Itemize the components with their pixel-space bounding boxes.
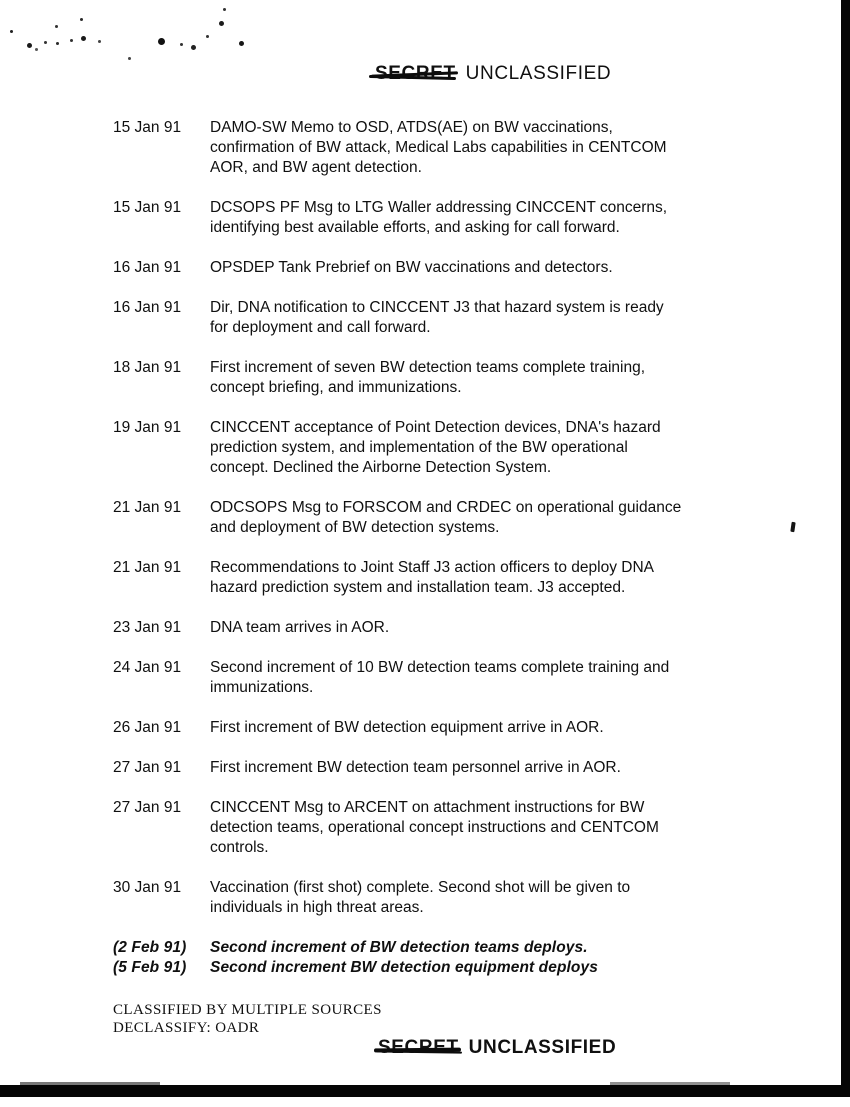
scan-edge-bar-bottom	[0, 1085, 850, 1097]
entry-date: 30 Jan 91	[113, 879, 182, 896]
scan-edge-bar-right	[841, 0, 850, 1097]
entry-date: 26 Jan 91	[113, 719, 182, 736]
classification-header-bottom	[378, 1037, 616, 1059]
entry-date: (2 Feb 91)	[113, 939, 187, 956]
secret-marking-struck-top	[375, 63, 456, 85]
entry-description: ODCSOPS Msg to FORSCOM and CRDEC on operational guidance and deployment of BW detection systems.	[210, 499, 682, 536]
entry-description: CINCCENT acceptance of Point Detection devices, DNA's hazard prediction system, and implementation of the BW operational concept. Declined the Airborne Detection System.	[210, 419, 661, 476]
entry-date: 21 Jan 91	[113, 559, 182, 576]
entry-description: Second increment of BW detection teams deploys.	[210, 939, 588, 956]
classification-header-top	[375, 63, 611, 85]
timeline-entry	[113, 118, 783, 178]
timeline-entry	[113, 498, 783, 538]
entry-date: 16 Jan 91	[113, 299, 182, 316]
entry-date: 16 Jan 91	[113, 259, 182, 276]
timeline-entry	[113, 958, 783, 978]
secret-marking-struck-bottom	[378, 1037, 459, 1059]
timeline-entry	[113, 558, 783, 598]
entry-description: Second increment of 10 BW detection teams complete training and immunizations.	[210, 659, 670, 696]
entry-description: First increment of BW detection equipment arrive in AOR.	[210, 719, 604, 736]
timeline-list	[113, 118, 783, 978]
timeline-entry	[113, 198, 783, 238]
timeline-entry	[113, 258, 783, 278]
entry-description: DCSOPS PF Msg to LTG Waller addressing CINCCENT concerns, identifying best available efforts, and asking for call forward.	[210, 199, 668, 236]
unclassified-marking-bottom: UNCLASSIFIED	[468, 1037, 617, 1058]
entry-description: Recommendations to Joint Staff J3 action officers to deploy DNA hazard prediction system and installation team. J3 accepted.	[210, 559, 654, 596]
timeline-entry	[113, 878, 783, 918]
entry-date: 15 Jan 91	[113, 199, 182, 216]
declassify-line: DECLASSIFY: OADR	[113, 1020, 260, 1036]
classification-footer-block	[113, 1001, 382, 1037]
unclassified-marking-top: UNCLASSIFIED	[465, 63, 612, 84]
timeline-entry	[113, 418, 783, 478]
timeline-entry	[113, 618, 783, 638]
timeline-entry	[113, 798, 783, 858]
classified-by-line: CLASSIFIED BY MULTIPLE SOURCES	[113, 1002, 382, 1018]
entry-description: OPSDEP Tank Prebrief on BW vaccinations and detectors.	[210, 259, 613, 276]
entry-date: 27 Jan 91	[113, 799, 182, 816]
entry-description: DNA team arrives in AOR.	[210, 619, 390, 636]
stray-ink-mark	[790, 522, 795, 532]
entry-date: 27 Jan 91	[113, 759, 182, 776]
entry-description: CINCCENT Msg to ARCENT on attachment instructions for BW detection teams, operational concept instructions and CENTCOM controls.	[210, 799, 659, 856]
entry-description: Dir, DNA notification to CINCCENT J3 that hazard system is ready for deployment and call forward.	[210, 299, 664, 336]
entry-date: 24 Jan 91	[113, 659, 182, 676]
timeline-entry	[113, 758, 783, 778]
timeline-entry	[113, 298, 783, 338]
entry-description: Second increment BW detection equipment deploys	[210, 959, 598, 976]
entry-date: 18 Jan 91	[113, 359, 182, 376]
entry-description: First increment of seven BW detection teams complete training, concept briefing, and immunizations.	[210, 359, 646, 396]
timeline-entry	[113, 718, 783, 738]
entry-date: 23 Jan 91	[113, 619, 182, 636]
scan-speckle-marks	[10, 30, 13, 33]
entry-description: Vaccination (first shot) complete. Second shot will be given to individuals in high threat areas.	[210, 879, 631, 916]
entry-description: First increment BW detection team personnel arrive in AOR.	[210, 759, 621, 776]
entry-date: 21 Jan 91	[113, 499, 182, 516]
entry-description: DAMO-SW Memo to OSD, ATDS(AE) on BW vaccinations, confirmation of BW attack, Medical Labs capabilities in CENTCOM AOR, and BW agent detection.	[210, 119, 667, 176]
timeline-entry	[113, 658, 783, 698]
entry-date: 15 Jan 91	[113, 119, 182, 136]
timeline-entry	[113, 938, 783, 958]
entry-date: (5 Feb 91)	[113, 959, 187, 976]
entry-date: 19 Jan 91	[113, 419, 182, 436]
timeline-entry	[113, 358, 783, 398]
